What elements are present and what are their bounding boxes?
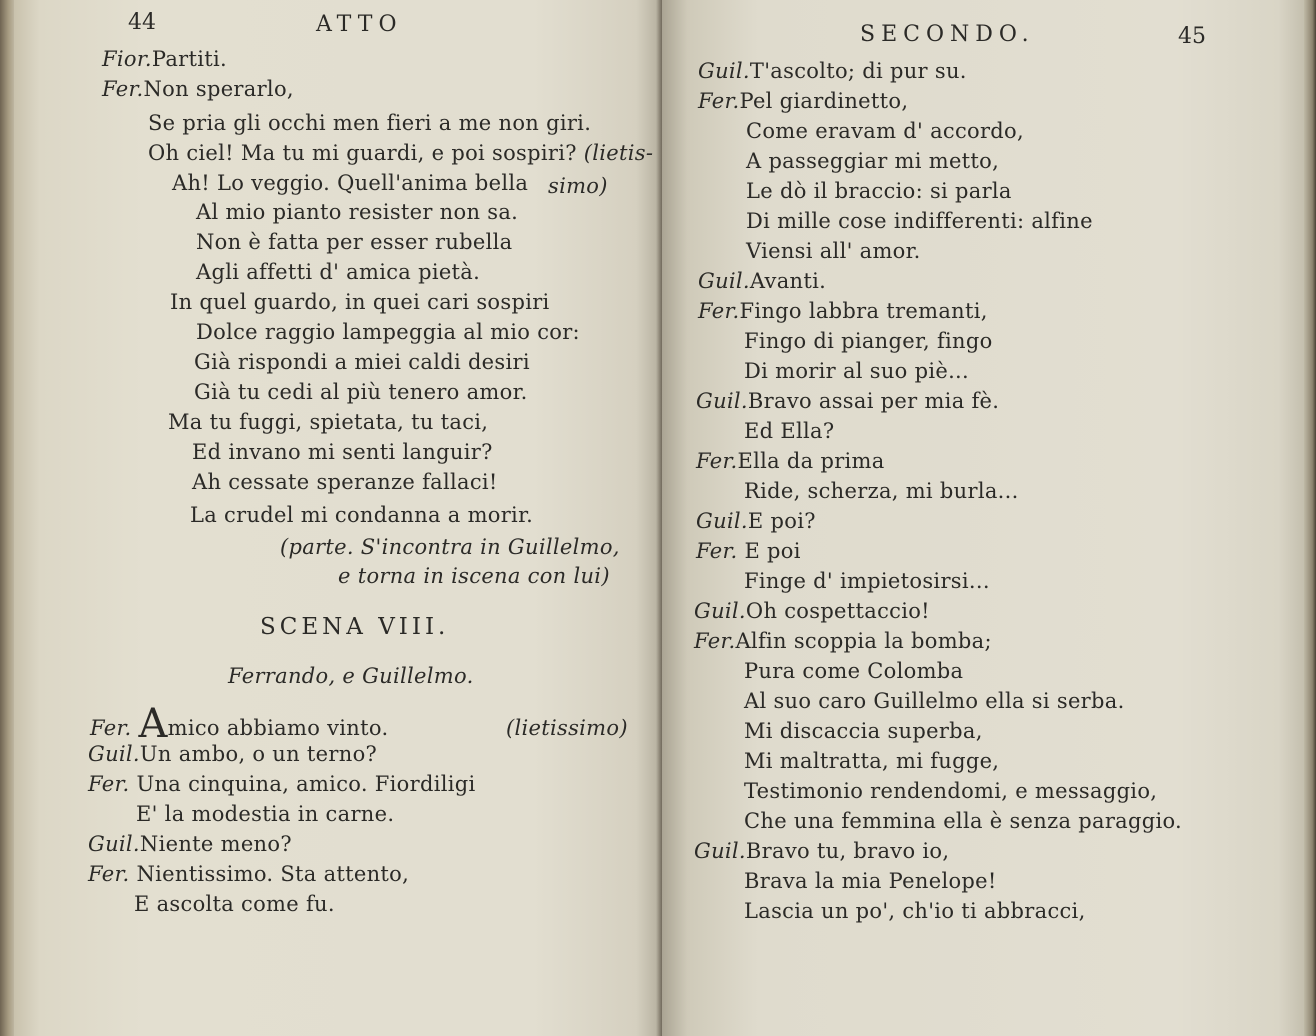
verse-line: Mi maltratta, mi fugge, xyxy=(744,749,1000,773)
verse-line xyxy=(696,388,999,414)
verse-text: Ella da prima xyxy=(737,449,885,473)
stage-direction: e torna in iscena con lui) xyxy=(338,564,610,588)
verse-line xyxy=(696,538,801,564)
verse-line: Le dò il braccio: si parla xyxy=(746,179,1012,203)
verse-line: Fingo di pianger, fingo xyxy=(744,329,993,353)
verse-line: Non è fatta per esser rubella xyxy=(196,230,513,254)
verse-line: Ed invano mi senti languir? xyxy=(192,440,493,464)
verse-line: Già rispondi a miei caldi desiri xyxy=(194,350,530,374)
stage-note: (lietis- xyxy=(583,141,654,165)
verse-line: Che una femmina ella è senza paraggio. xyxy=(744,809,1183,833)
speaker-name: Fer. xyxy=(88,772,130,796)
verse-text: Oh cospettaccio! xyxy=(745,599,930,623)
dialogue-line xyxy=(88,831,292,857)
speaker-name: Fer. xyxy=(696,539,738,563)
speaker-name: Guil. xyxy=(696,389,748,413)
verse-line: La crudel mi condanna a morir. xyxy=(190,503,534,527)
verse-text: E poi xyxy=(744,539,801,563)
verse-line: Pura come Colomba xyxy=(744,659,964,683)
dialogue-text: Nientissimo. Sta attento, xyxy=(136,862,410,886)
speaker-name: Guil. xyxy=(88,832,140,856)
dialogue-line xyxy=(88,861,409,887)
verse-text: Partiti. xyxy=(151,47,227,71)
book-edge-left xyxy=(0,0,14,1036)
verse-line xyxy=(694,838,949,864)
verse-line xyxy=(696,448,885,474)
verse-line: Ed Ella? xyxy=(744,419,835,443)
running-header: ATTO xyxy=(316,12,403,37)
dialogue-text: Un ambo, o un terno? xyxy=(139,742,378,766)
left-page xyxy=(14,0,662,1036)
dialogue-line: E' la modestia in carne. xyxy=(136,802,395,826)
drop-cap: A xyxy=(138,701,168,747)
page-number: 44 xyxy=(128,10,156,35)
verse-line: Al mio pianto resister non sa. xyxy=(196,200,519,224)
verse-text: Alfin scoppia la bomba; xyxy=(735,629,992,653)
scene-characters: Ferrando, e Guillelmo. xyxy=(228,664,474,688)
stage-direction: (parte. S'incontra in Guillelmo, xyxy=(280,535,620,559)
verse-text: Oh ciel! Ma tu mi guardi, e poi sospiri? xyxy=(148,141,577,165)
right-page xyxy=(662,0,1304,1036)
verse-line: In quel guardo, in quei cari sospiri xyxy=(170,290,550,314)
speaker-name: Fer. xyxy=(696,449,738,473)
dialogue-line xyxy=(88,771,476,797)
verse-line: Di mille cose indifferenti: alfine xyxy=(746,209,1093,233)
verse-text: Bravo assai per mia fè. xyxy=(747,389,1000,413)
speaker-name: Guil. xyxy=(698,59,750,83)
verse-line: Finge d' impietosirsi... xyxy=(744,569,990,593)
verse-line: Testimonio rendendomi, e messaggio, xyxy=(744,779,1158,803)
speaker-name: Fior. xyxy=(102,47,152,71)
dialogue-line: E ascolta come fu. xyxy=(134,892,335,916)
verse-text: Ah! Lo veggio. Quell'anima bella xyxy=(172,171,529,195)
verse-line xyxy=(694,628,992,654)
speaker-name: Guil. xyxy=(694,839,746,863)
verse-line xyxy=(102,76,294,102)
verse-line: Ma tu fuggi, spietata, tu taci, xyxy=(168,410,489,434)
speaker-name: Fer. xyxy=(694,629,736,653)
verse-line xyxy=(696,508,816,534)
verse-line: Di morir al suo piè... xyxy=(744,359,969,383)
verse-line: Dolce raggio lampeggia al mio cor: xyxy=(196,320,580,344)
verse-line: Agli affetti d' amica pietà. xyxy=(196,260,481,284)
page-number: 45 xyxy=(1178,24,1206,49)
verse-line xyxy=(148,140,653,166)
dialogue-line xyxy=(88,741,377,767)
speaker-name: Guil. xyxy=(88,742,140,766)
scene-title: SCENA VIII. xyxy=(260,614,450,640)
speaker-name: Fer. xyxy=(88,862,130,886)
running-header: SECONDO. xyxy=(860,22,1035,47)
verse-line: Al suo caro Guillelmo ella si serba. xyxy=(744,689,1125,713)
verse-line: A passeggiar mi metto, xyxy=(746,149,1000,173)
verse-text: Pel giardinetto, xyxy=(739,89,909,113)
verse-line: Viensi all' amor. xyxy=(746,239,921,263)
speaker-name: Fer. xyxy=(698,89,740,113)
verse-line: Mi discaccia superba, xyxy=(744,719,983,743)
speaker-name: Fer. xyxy=(102,77,144,101)
dialogue-line xyxy=(90,701,389,747)
verse-line: Come eravam d' accordo, xyxy=(746,119,1024,143)
speaker-name: Guil. xyxy=(696,509,748,533)
dialogue-text: Niente meno? xyxy=(139,832,292,856)
dialogue-text: Una cinquina, amico. Fiordiligi xyxy=(136,772,476,796)
verse-text: E poi? xyxy=(747,509,816,533)
verse-line: Già tu cedi al più tenero amor. xyxy=(194,380,528,404)
verse-line: Ride, scherza, mi burla... xyxy=(744,479,1019,503)
verse-line: Brava la mia Penelope! xyxy=(744,869,997,893)
dialogue-text: mico abbiamo vinto. xyxy=(167,716,389,740)
verse-text: Bravo tu, bravo io, xyxy=(745,839,950,863)
stage-note: simo) xyxy=(548,174,608,198)
stage-note: (lietissimo) xyxy=(506,716,628,740)
verse-line: Se pria gli occhi men fieri a me non giri. xyxy=(148,111,592,135)
verse-line xyxy=(698,88,908,114)
book-edge-right xyxy=(1304,0,1316,1036)
verse-line xyxy=(698,298,988,324)
verse-line xyxy=(694,598,930,624)
verse-text: Non sperarlo, xyxy=(143,77,294,101)
speaker-name: Fer. xyxy=(698,299,740,323)
verse-line xyxy=(102,46,227,72)
verse-line: Lascia un po', ch'io ti abbracci, xyxy=(744,899,1086,923)
speaker-name: Guil. xyxy=(698,269,750,293)
verse-text: Avanti. xyxy=(749,269,827,293)
speaker-name: Fer. xyxy=(90,716,132,740)
verse-line xyxy=(698,268,826,294)
verse-text: Fingo labbra tremanti, xyxy=(739,299,988,323)
verse-line: Ah cessate speranze fallaci! xyxy=(192,470,498,494)
verse-text: T'ascolto; di pur su. xyxy=(749,59,967,83)
verse-line xyxy=(172,170,528,196)
speaker-name: Guil. xyxy=(694,599,746,623)
verse-line xyxy=(698,58,967,84)
